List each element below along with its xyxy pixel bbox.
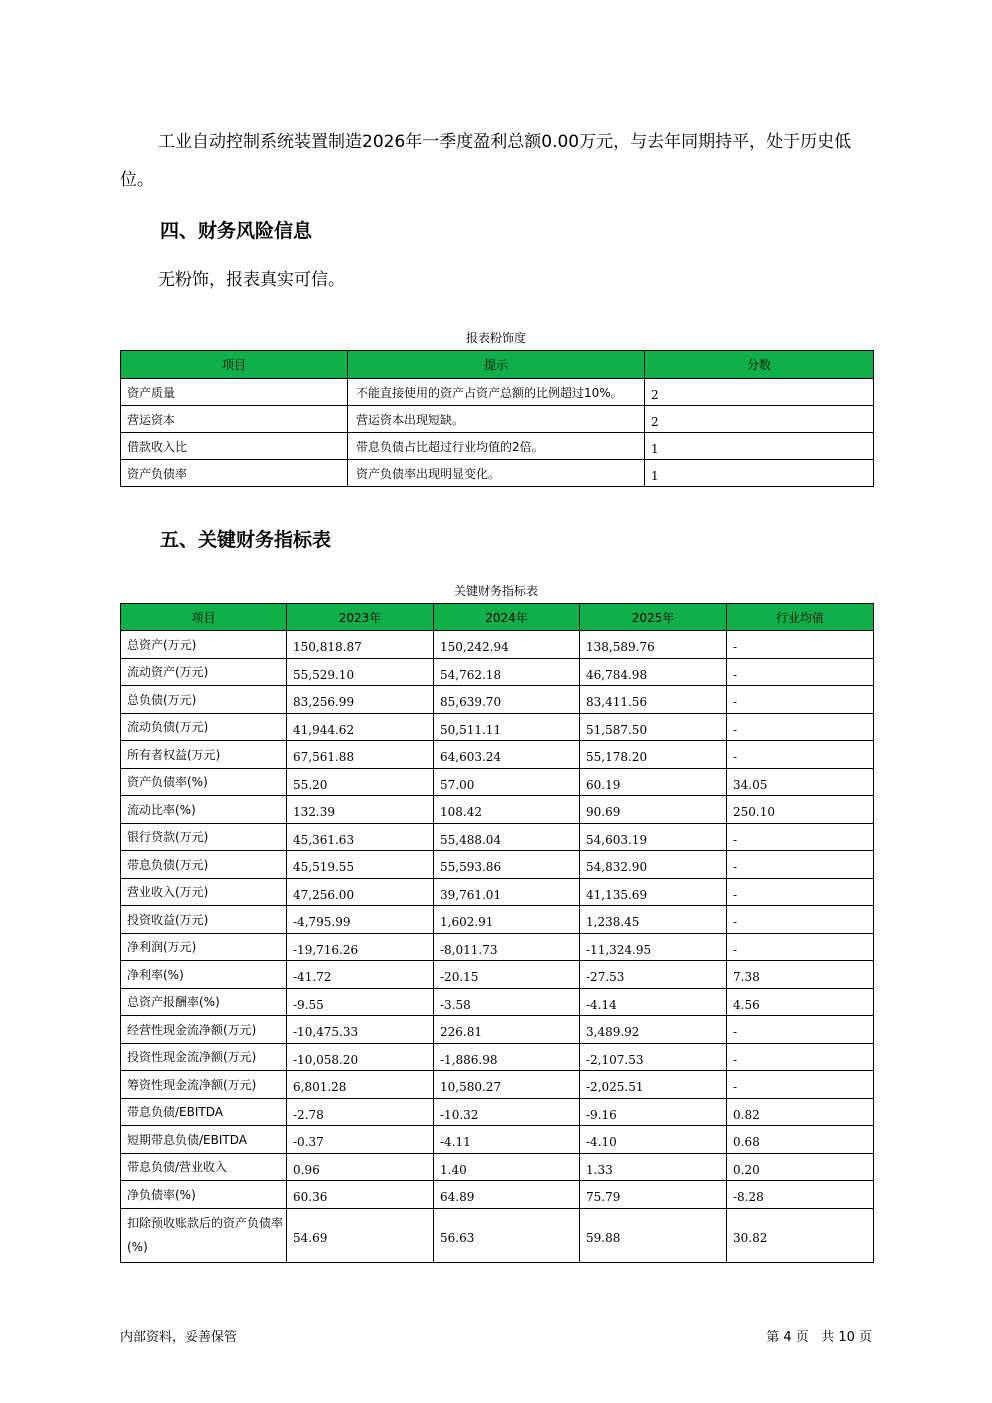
value-2025: -11,324.95	[580, 933, 727, 961]
value-2024: 55,488.04	[434, 823, 580, 851]
value-2024: -4.11	[434, 1126, 580, 1154]
value-2023: -4,795.99	[287, 906, 434, 934]
value-2023: -10,475.33	[287, 1016, 434, 1044]
key-financial-indicators-table	[120, 603, 874, 1263]
table1-header-score: 分数	[645, 351, 874, 379]
table-row	[121, 713, 874, 741]
footer-page-number: 第 4 页 共 10 页	[766, 1330, 872, 1345]
value-2023: 41,944.62	[287, 713, 434, 741]
value-industry-avg: 0.82	[727, 1098, 874, 1126]
value-2024: 1,602.91	[434, 906, 580, 934]
table-row	[121, 1181, 874, 1209]
value-industry-avg: -	[727, 686, 874, 714]
value-2023: 67,561.88	[287, 741, 434, 769]
value-2025: 60.19	[580, 768, 727, 796]
value-2024: -20.15	[434, 961, 580, 989]
value-2023: -19,716.26	[287, 933, 434, 961]
row-item: 银行贷款(万元)	[121, 823, 287, 851]
row-item: 流动资产(万元)	[121, 658, 287, 686]
table-row	[121, 1153, 874, 1181]
table1-caption: 报表粉饰度	[465, 331, 526, 345]
value-2025: 90.69	[580, 796, 727, 824]
row-score: 1	[645, 433, 874, 460]
footer-left: 内部资料，妥善保管	[120, 1330, 238, 1345]
table-row	[121, 379, 874, 406]
value-2023: -0.37	[287, 1126, 434, 1154]
table-row	[121, 1126, 874, 1154]
value-2023: 47,256.00	[287, 878, 434, 906]
row-item: 总资产报酬率(%)	[121, 988, 287, 1016]
value-2024: 85,639.70	[434, 686, 580, 714]
value-2024: -1,886.98	[434, 1043, 580, 1071]
value-2025: -4.10	[580, 1126, 727, 1154]
row-item: 净利率(%)	[121, 961, 287, 989]
row-item: 资产质量	[121, 379, 348, 406]
value-2025: -27.53	[580, 961, 727, 989]
table-row	[121, 686, 874, 714]
value-industry-avg: -	[727, 906, 874, 934]
row-item: 投资收益(万元)	[121, 906, 287, 934]
value-2023: 132.39	[287, 796, 434, 824]
table2-header-2023: 2023年	[287, 604, 434, 631]
value-2025: 46,784.98	[580, 658, 727, 686]
value-2024: 150,242.94	[434, 631, 580, 659]
value-2024: 50,511.11	[434, 713, 580, 741]
value-2024: 226.81	[434, 1016, 580, 1044]
row-item: 净利润(万元)	[121, 933, 287, 961]
table2-header-2024: 2024年	[434, 604, 580, 631]
value-2025: 3,489.92	[580, 1016, 727, 1044]
value-2023: 45,519.55	[287, 851, 434, 879]
value-industry-avg: 250.10	[727, 796, 874, 824]
value-industry-avg: -	[727, 851, 874, 879]
value-2023: 6,801.28	[287, 1071, 434, 1099]
value-2023: 45,361.63	[287, 823, 434, 851]
row-item: 筹资性现金流净额(万元)	[121, 1071, 287, 1099]
value-2025: 41,135.69	[580, 878, 727, 906]
value-2024: 56.63	[434, 1208, 580, 1262]
table-row	[121, 933, 874, 961]
value-2025: 51,587.50	[580, 713, 727, 741]
value-industry-avg: -	[727, 631, 874, 659]
value-2024: 108.42	[434, 796, 580, 824]
value-2025: 1,238.45	[580, 906, 727, 934]
value-2023: 54.69	[287, 1208, 434, 1262]
row-score: 2	[645, 406, 874, 433]
table-row	[121, 433, 874, 460]
value-2025: 54,603.19	[580, 823, 727, 851]
row-item: 带息负债/营业收入	[121, 1153, 287, 1181]
value-2023: -41.72	[287, 961, 434, 989]
row-hint: 不能直接使用的资产占资产总额的比例超过10%。	[348, 379, 645, 406]
value-industry-avg: 34.05	[727, 768, 874, 796]
value-2024: -10.32	[434, 1098, 580, 1126]
row-item: 借款收入比	[121, 433, 348, 460]
value-industry-avg: -	[727, 1071, 874, 1099]
table-row	[121, 906, 874, 934]
row-item: 流动负债(万元)	[121, 713, 287, 741]
value-industry-avg: -8.28	[727, 1181, 874, 1209]
value-industry-avg: -	[727, 1016, 874, 1044]
row-item: 带息负债/EBITDA	[121, 1098, 287, 1126]
value-industry-avg: 0.20	[727, 1153, 874, 1181]
table2-caption: 关键财务指标表	[453, 584, 538, 598]
value-industry-avg: -	[727, 933, 874, 961]
value-2025: 54,832.90	[580, 851, 727, 879]
row-item: 总资产(万元)	[121, 631, 287, 659]
table-row	[121, 851, 874, 879]
value-2025: 138,589.76	[580, 631, 727, 659]
value-2025: 83,411.56	[580, 686, 727, 714]
value-2024: 54,762.18	[434, 658, 580, 686]
value-2024: 55,593.86	[434, 851, 580, 879]
table-row	[121, 878, 874, 906]
value-2024: 64.89	[434, 1181, 580, 1209]
value-industry-avg: -	[727, 1043, 874, 1071]
table1-header-item: 项目	[121, 351, 348, 379]
table-row	[121, 768, 874, 796]
value-2024: 1.40	[434, 1153, 580, 1181]
row-score: 1	[645, 460, 874, 487]
row-hint: 营运资本出现短缺。	[348, 406, 645, 433]
value-2024: 10,580.27	[434, 1071, 580, 1099]
value-industry-avg: -	[727, 658, 874, 686]
value-2023: 55.20	[287, 768, 434, 796]
table1-header-hint: 提示	[348, 351, 645, 379]
row-item: 流动比率(%)	[121, 796, 287, 824]
section4-heading: 四、财务风险信息	[160, 220, 313, 242]
table-row	[121, 406, 874, 433]
value-2024: 57.00	[434, 768, 580, 796]
row-item: 带息负债(万元)	[121, 851, 287, 879]
row-item: 经营性现金流净额(万元)	[121, 1016, 287, 1044]
value-2023: 0.96	[287, 1153, 434, 1181]
table-row	[121, 1043, 874, 1071]
value-industry-avg: 0.68	[727, 1126, 874, 1154]
table-row	[121, 741, 874, 769]
row-item: 资产负债率	[121, 460, 348, 487]
value-2025: 55,178.20	[580, 741, 727, 769]
row-item: 短期带息负债/EBITDA	[121, 1126, 287, 1154]
table2-header-industry-avg: 行业均值	[727, 604, 874, 631]
row-score: 2	[645, 379, 874, 406]
value-industry-avg: 4.56	[727, 988, 874, 1016]
summary-paragraph: 工业自动控制系统装置制造2026年一季度盈利总额0.00万元，与去年同期持平，处于历史低位。	[120, 132, 852, 190]
window-dressing-table	[120, 350, 874, 487]
table-row	[121, 631, 874, 659]
row-item: 营业收入(万元)	[121, 878, 287, 906]
table-row	[121, 460, 874, 487]
row-item: 投资性现金流净额(万元)	[121, 1043, 287, 1071]
row-item: 扣除预收账款后的资产负债率(%)	[121, 1208, 287, 1262]
row-item: 所有者权益(万元)	[121, 741, 287, 769]
value-2023: -9.55	[287, 988, 434, 1016]
row-hint: 资产负债率出现明显变化。	[348, 460, 645, 487]
value-2023: 150,818.87	[287, 631, 434, 659]
value-2025: -9.16	[580, 1098, 727, 1126]
value-2023: 83,256.99	[287, 686, 434, 714]
table-row	[121, 1016, 874, 1044]
value-2025: -2,107.53	[580, 1043, 727, 1071]
table2-header-2025: 2025年	[580, 604, 727, 631]
value-2024: -3.58	[434, 988, 580, 1016]
row-item: 总负债(万元)	[121, 686, 287, 714]
section4-text: 无粉饰，报表真实可信。	[158, 270, 345, 290]
row-item: 营运资本	[121, 406, 348, 433]
table2-header-item: 项目	[121, 604, 287, 631]
table-row	[121, 961, 874, 989]
table-row	[121, 1071, 874, 1099]
table-row	[121, 823, 874, 851]
row-item: 净负债率(%)	[121, 1181, 287, 1209]
value-2025: 1.33	[580, 1153, 727, 1181]
value-2023: -10,058.20	[287, 1043, 434, 1071]
value-2024: 39,761.01	[434, 878, 580, 906]
table-row	[121, 796, 874, 824]
table-row	[121, 658, 874, 686]
value-2025: 75.79	[580, 1181, 727, 1209]
value-industry-avg: -	[727, 878, 874, 906]
value-industry-avg: -	[727, 713, 874, 741]
value-industry-avg: -	[727, 823, 874, 851]
value-2025: -4.14	[580, 988, 727, 1016]
value-2024: 64,603.24	[434, 741, 580, 769]
value-industry-avg: -	[727, 741, 874, 769]
table-row	[121, 1208, 874, 1262]
value-2023: 60.36	[287, 1181, 434, 1209]
value-2023: 55,529.10	[287, 658, 434, 686]
section5-heading: 五、关键财务指标表	[160, 529, 332, 551]
value-industry-avg: 7.38	[727, 961, 874, 989]
table-row	[121, 988, 874, 1016]
value-2025: -2,025.51	[580, 1071, 727, 1099]
value-industry-avg: 30.82	[727, 1208, 874, 1262]
row-item: 资产负债率(%)	[121, 768, 287, 796]
table-row	[121, 1098, 874, 1126]
value-2023: -2.78	[287, 1098, 434, 1126]
value-2024: -8,011.73	[434, 933, 580, 961]
row-hint: 带息负债占比超过行业均值的2倍。	[348, 433, 645, 460]
value-2025: 59.88	[580, 1208, 727, 1262]
